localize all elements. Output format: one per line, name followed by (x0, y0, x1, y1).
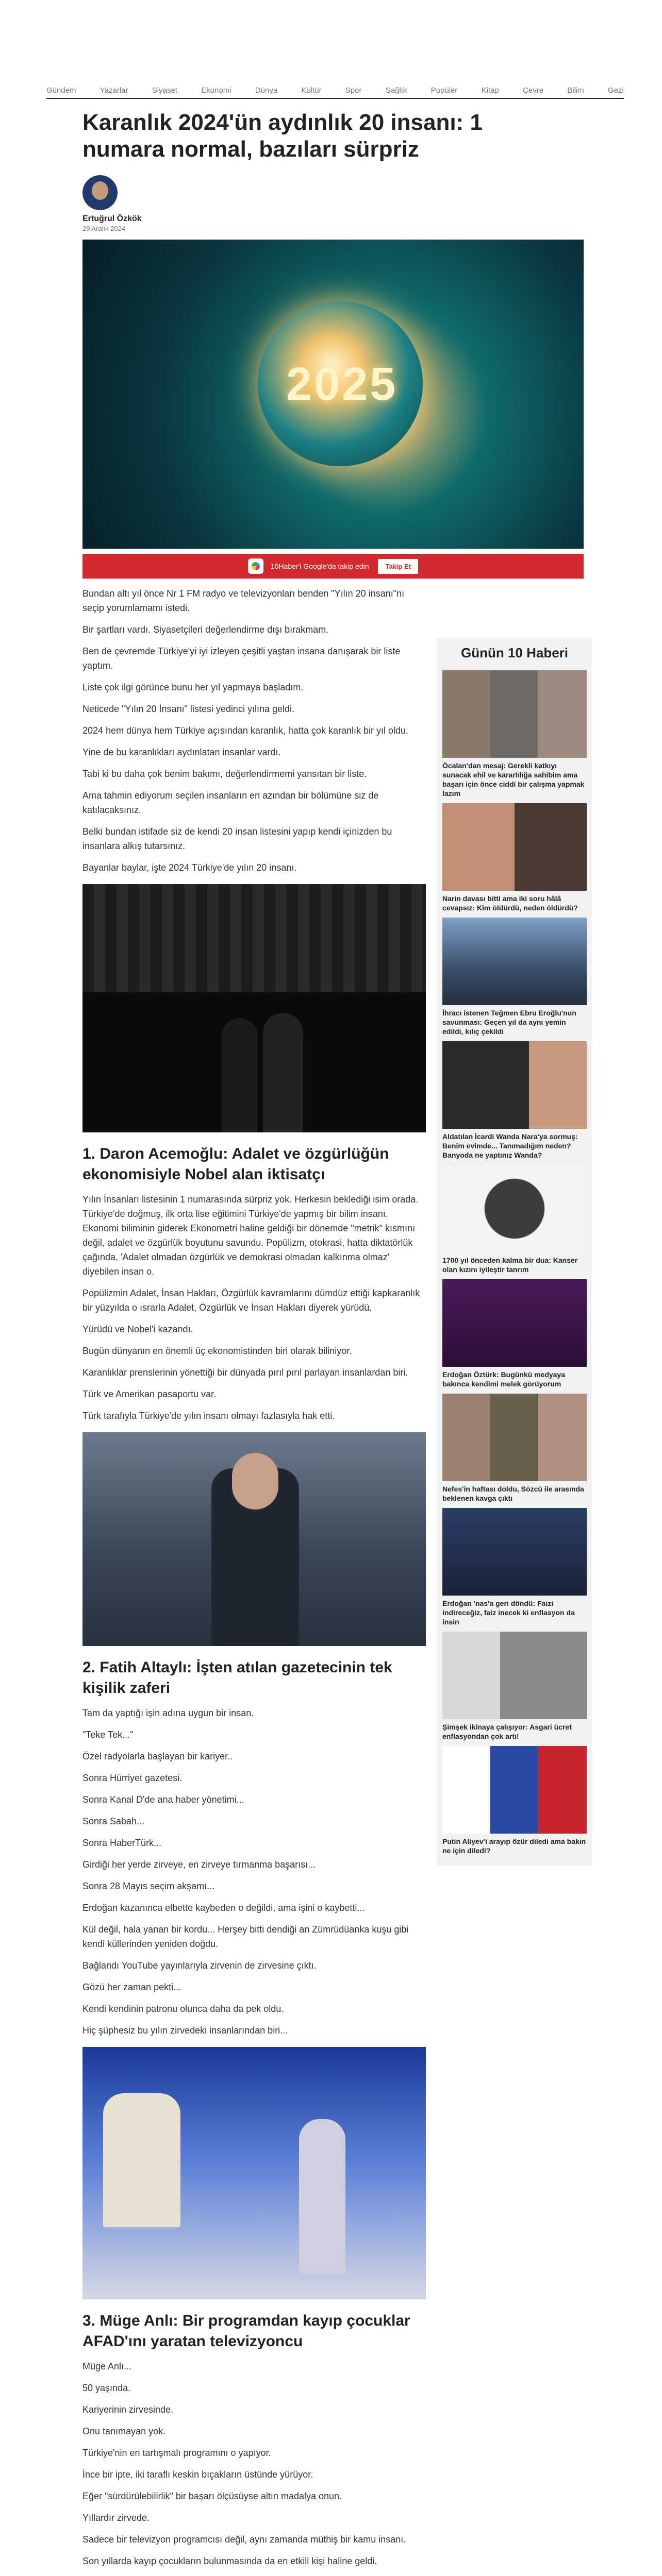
section-paragraph: Erdoğan kazanınca elbette kaybeden o değildi, ama işini o kaybetti... (82, 1903, 365, 1913)
sidebar-news-item[interactable] (437, 918, 592, 1041)
news-headline: Şimşek ikinaya çalışıyor: Asgari ücret enflasyondan çok artı! (442, 1723, 572, 1740)
news-headline: İhracı istenen Teğmen Ebru Eroğlu'nun savunması: Geçen yıl da aynı yemin edildi, kılıç çekildi (442, 1009, 576, 1036)
nav-item-dunya[interactable]: Dünya (255, 86, 278, 95)
news-thumbnail (442, 1165, 587, 1252)
nav-item-populer[interactable]: Popüler (431, 86, 458, 95)
section-paragraph: Yürüdü ve Nobel'i kazandı. (82, 1324, 193, 1334)
news-thumbnail (442, 918, 587, 1005)
section-paragraph: Yılın İnsanları listesinin 1 numarasında sürpriz yok. Herkesin beklediği isim orada. Türkiye'de doğmuş, ilk orta lise eğitimini Türkiye'de yapmış bir bilim insanı. Ekonomi biliminin giderek Ekonometri haline geldiği bir dönemde "metrik" kısmını değil, adalet ve özgürlük boyutunu savundu. Popülizm, otokrasi, hatta diktatörlük çağında, 'Adalet olmadan özgürlük ve demokrasi olmadan kalkınma olmaz' diyebilen insan o. (82, 1194, 419, 1277)
section-paragraph: Bağlandı YouTube yayınlarıyla zirvenin de zirvesine çıktı. (82, 1960, 317, 1971)
nav-item-yazarlar[interactable]: Yazarlar (100, 86, 128, 95)
section-paragraph: 50 yaşında. (82, 2383, 131, 2393)
news-headline: Erdoğan 'nas'a geri döndü: Faizi indireceğiz, faiz inecek ki enflasyon da insin (442, 1599, 575, 1626)
follow-text: 10Haber'i Google'da takip edin (270, 562, 369, 570)
news-thumbnail (442, 1508, 587, 1596)
news-thumbnail (442, 1394, 587, 1481)
section-heading: 2. Fatih Altaylı: İşten atılan gazetecinin tek kişilik zaferi (82, 1659, 392, 1697)
news-thumbnail (442, 1746, 587, 1834)
section-paragraph: Kariyerinin zirvesinde. (82, 2404, 174, 2415)
section-paragraph: Karanlıklar prenslerinin yönettiği bir dünyada pırıl pırıl parlayan insanlardan biri. (82, 1367, 408, 1378)
nav-item-ekonomi[interactable]: Ekonomi (201, 86, 231, 95)
fatih-altayli-image (82, 1432, 426, 1646)
figure-person (299, 2119, 345, 2274)
author-meta (82, 214, 196, 232)
sidebar-news-item[interactable] (437, 1394, 592, 1508)
section-paragraph: Tam da yaptığı işin adına uygun bir insan. (82, 1708, 254, 1718)
news-thumbnail (442, 1041, 587, 1129)
sidebar-news-item[interactable] (437, 803, 592, 918)
intro-paragraph: Bayanlar baylar, işte 2024 Türkiye'de yılın 20 insanı. (82, 862, 297, 873)
section-paragraph: Gözü her zaman pekti... (82, 1982, 181, 1992)
sidebar-news-item[interactable] (437, 1632, 592, 1746)
section-paragraph: Hiç şüphesiz bu yılın zirvedeki insanlarından biri... (82, 2025, 288, 2036)
nav-item-gundem[interactable]: Gündem (46, 86, 76, 95)
news-headline: Nefes'in haftası doldu, Sözcü ile arasında beklenen kavga çıktı (442, 1485, 584, 1502)
intro-paragraph: Yine de bu karanlıkları aydınlatan insanlar vardı. (82, 747, 281, 757)
nav-item-kultur[interactable]: Kültür (301, 86, 322, 95)
top-nav (46, 82, 624, 99)
section-paragraph: Sonra Hürriyet gazetesi. (82, 1773, 183, 1783)
sidebar-top-news (437, 638, 592, 1866)
section-paragraph: Popülizmin Adalet, İnsan Hakları, Özgürlük kavramlarını dümdüz ettiği kapkaranlık bir yüzyılda o ısrarla Adalet, Özgürlük ve İnsan Hakları diyerek yürüdü. (82, 1288, 420, 1313)
section-paragraph: Özel radyolarla başlayan bir kariyer.. (82, 1751, 233, 1761)
section-paragraph: Türkiye'nin en tartışmalı programını o yapıyor. (82, 2448, 271, 2458)
nav-item-spor[interactable]: Spor (345, 86, 362, 95)
section-paragraph: Girdiği her yerde zirveye, en zirveye tırmanma başarısı... (82, 1859, 316, 1870)
intro-paragraph: Liste çok ilgi görünce bunu her yıl yapmaya başladım. (82, 682, 304, 692)
sidebar-news-item[interactable] (437, 1041, 592, 1165)
news-headline: Aldatılan İcardi Wanda Nara'ya sormuş: Benim evimde... Tanımadığım neden? Banyoda ne yaptınız Wanda? (442, 1132, 578, 1159)
news-headline: Putin Aliyev'i arayıp özür diledi ama bakın ne için diledi? (442, 1837, 586, 1855)
news-headline: Öcalan'dan mesaj: Gerekli katkıyı sunacak ehil ve kararlılığa sahibim ama başarı için önce ciddi bir çalışma yapmak lazım (442, 761, 585, 798)
news-headline: Narin davası bitti ama iki soru hâlâ cevapsız: Kim öldürdü, neden öldürdü? (442, 894, 578, 912)
intro-paragraph: Ama tahmin ediyorum seçilen insanların en azından bir bölümüne siz de katılacaksınız. (82, 790, 379, 815)
sidebar-news-item[interactable] (437, 1746, 592, 1860)
intro-paragraph: Belki bundan istifade siz de kendi 20 insan listesini yapıp kendi içinizden bu insanlara alkış tutarsınız. (82, 826, 392, 851)
sidebar-news-item[interactable] (437, 1165, 592, 1279)
section-heading: 1. Daron Acemoğlu: Adalet ve özgürlüğün ekonomisiyle Nobel alan iktisatçı (82, 1145, 389, 1183)
author-name[interactable]: Ertuğrul Özkök (82, 214, 142, 223)
nav-item-kitap[interactable]: Kitap (481, 86, 499, 95)
section-paragraph: Sonra Kanal D'de ana haber yönetimi... (82, 1794, 244, 1805)
sidebar-title: Günün 10 Haberi (460, 645, 569, 660)
intro-paragraph: Bundan altı yıl önce Nr 1 FM radyo ve televizyonları benden "Yılın 20 insanı"nı seçip yorumlamamı istedi. (82, 588, 405, 613)
news-thumbnail (442, 803, 587, 891)
sidebar-news-item[interactable] (437, 670, 592, 803)
intro-paragraph: Tabi ki bu daha çok benim bakımı, değerlendirmemi yansıtan bir liste. (82, 769, 367, 779)
stage-curtain (82, 884, 426, 992)
nav-item-gezi[interactable]: Gezi (608, 86, 624, 95)
publish-date: 29 Aralık 2024 (82, 225, 126, 232)
news-thumbnail (442, 1279, 587, 1367)
sidebar-news-item[interactable] (437, 1508, 592, 1632)
section-paragraph: Kül değil, hala yanan bir kordu... Herşey bitti dendiği an Zümrüdüanka kuşu gibi kendi küllerinden yeniden doğdu. (82, 1924, 409, 1949)
section-paragraph: Onu tanımayan yok. (82, 2426, 166, 2436)
nav-item-bilim[interactable]: Bilim (567, 86, 584, 95)
section-paragraph: Türk ve Amerikan pasaportu var. (82, 1389, 217, 1399)
section-paragraph: Kendi kendinin patronu olunca daha da pek oldu. (82, 2004, 284, 2014)
section-paragraph: Sadece bir televizyon programcısı değil, aynı zamanda müthiş bir kamu insanı. (82, 2534, 406, 2545)
intro-paragraph: Ben de çevremde Türkiye'yi iyi izleyen çeşitli yaştan insana danışarak bir liste yaptım. (82, 646, 401, 671)
news-headline: Erdoğan Öztürk: Bugünkü medyaya bakınca kendimi melek görüyorum (442, 1370, 566, 1388)
section-paragraph: "Teke Tek..." (82, 1730, 134, 1740)
nobel-ceremony-image (82, 884, 426, 1132)
news-headline: 1700 yıl önceden kalma bir dua: Kanser olan kızını iyileştir tanrım (442, 1256, 578, 1274)
figure-person (103, 2093, 180, 2227)
google-follow-banner[interactable] (82, 554, 584, 579)
section-paragraph: Sonra HaberTürk... (82, 1838, 162, 1848)
nav-item-saglik[interactable]: Sağlık (385, 86, 407, 95)
section-paragraph: Sonra Sabah... (82, 1816, 145, 1826)
section-paragraph: Türk tarafıyla Türkiye'de yılın insanı olmayı fazlasıyla hak etti. (82, 1411, 335, 1421)
figure-person (222, 1018, 258, 1132)
section-paragraph: Son yıllarda kayıp çocukların bulunmasında da en etkili kişi haline geldi. (82, 2556, 377, 2566)
muge-anli-image (82, 2047, 426, 2299)
follow-button[interactable]: Takip Et (378, 559, 418, 574)
section-heading: 3. Müge Anlı: Bir programdan kayıp çocuklar AFAD'ını yaratan televizyoncu (82, 2312, 410, 2350)
figure-face (232, 1453, 278, 1510)
section-paragraph: Eğer "sürdürülebilirlik" bir başarı ölçüsüyse altın madalya onun. (82, 2491, 342, 2501)
section-paragraph: İnce bir ipte, iki taraflı keskin bıçakların üstünde yürüyor. (82, 2469, 313, 2480)
intro-paragraph: Neticede "Yılın 20 İnsanı" listesi yedinci yılına geldi. (82, 704, 294, 714)
news-thumbnail (442, 1632, 587, 1719)
section-paragraph: Yıllardır zirvede. (82, 2513, 150, 2523)
article-title: Karanlık 2024'ün aydınlık 20 insanı: 1 numara normal, bazıları sürpriz (82, 110, 483, 162)
author-avatar[interactable] (82, 175, 118, 210)
google-news-icon (248, 558, 263, 574)
intro-paragraph: Bir şartları vardı. Siyasetçileri değerlendirme dışı bırakmam. (82, 624, 329, 635)
section-paragraph: Sonra 28 Mayıs seçim akşamı... (82, 1881, 215, 1891)
nav-item-cevre[interactable]: Çevre (523, 86, 544, 95)
figure-person (263, 1013, 303, 1132)
intro-paragraph: 2024 hem dünya hem Türkiye açısından karanlık, hatta çok karanlık bir yıl oldu. (82, 725, 409, 736)
news-thumbnail (442, 670, 587, 758)
article-body (82, 586, 426, 2576)
section-paragraph: Müge Anlı... (82, 2361, 132, 2371)
author-block (82, 175, 142, 232)
hero-year-text: 2025 (286, 359, 398, 410)
sidebar-news-item[interactable] (437, 1279, 592, 1394)
section-paragraph: Bugün dünyanın en önemli üç ekonomistinden biri olarak biliniyor. (82, 1346, 352, 1356)
nav-item-siyaset[interactable]: Siyaset (152, 86, 177, 95)
hero-image (82, 240, 584, 549)
